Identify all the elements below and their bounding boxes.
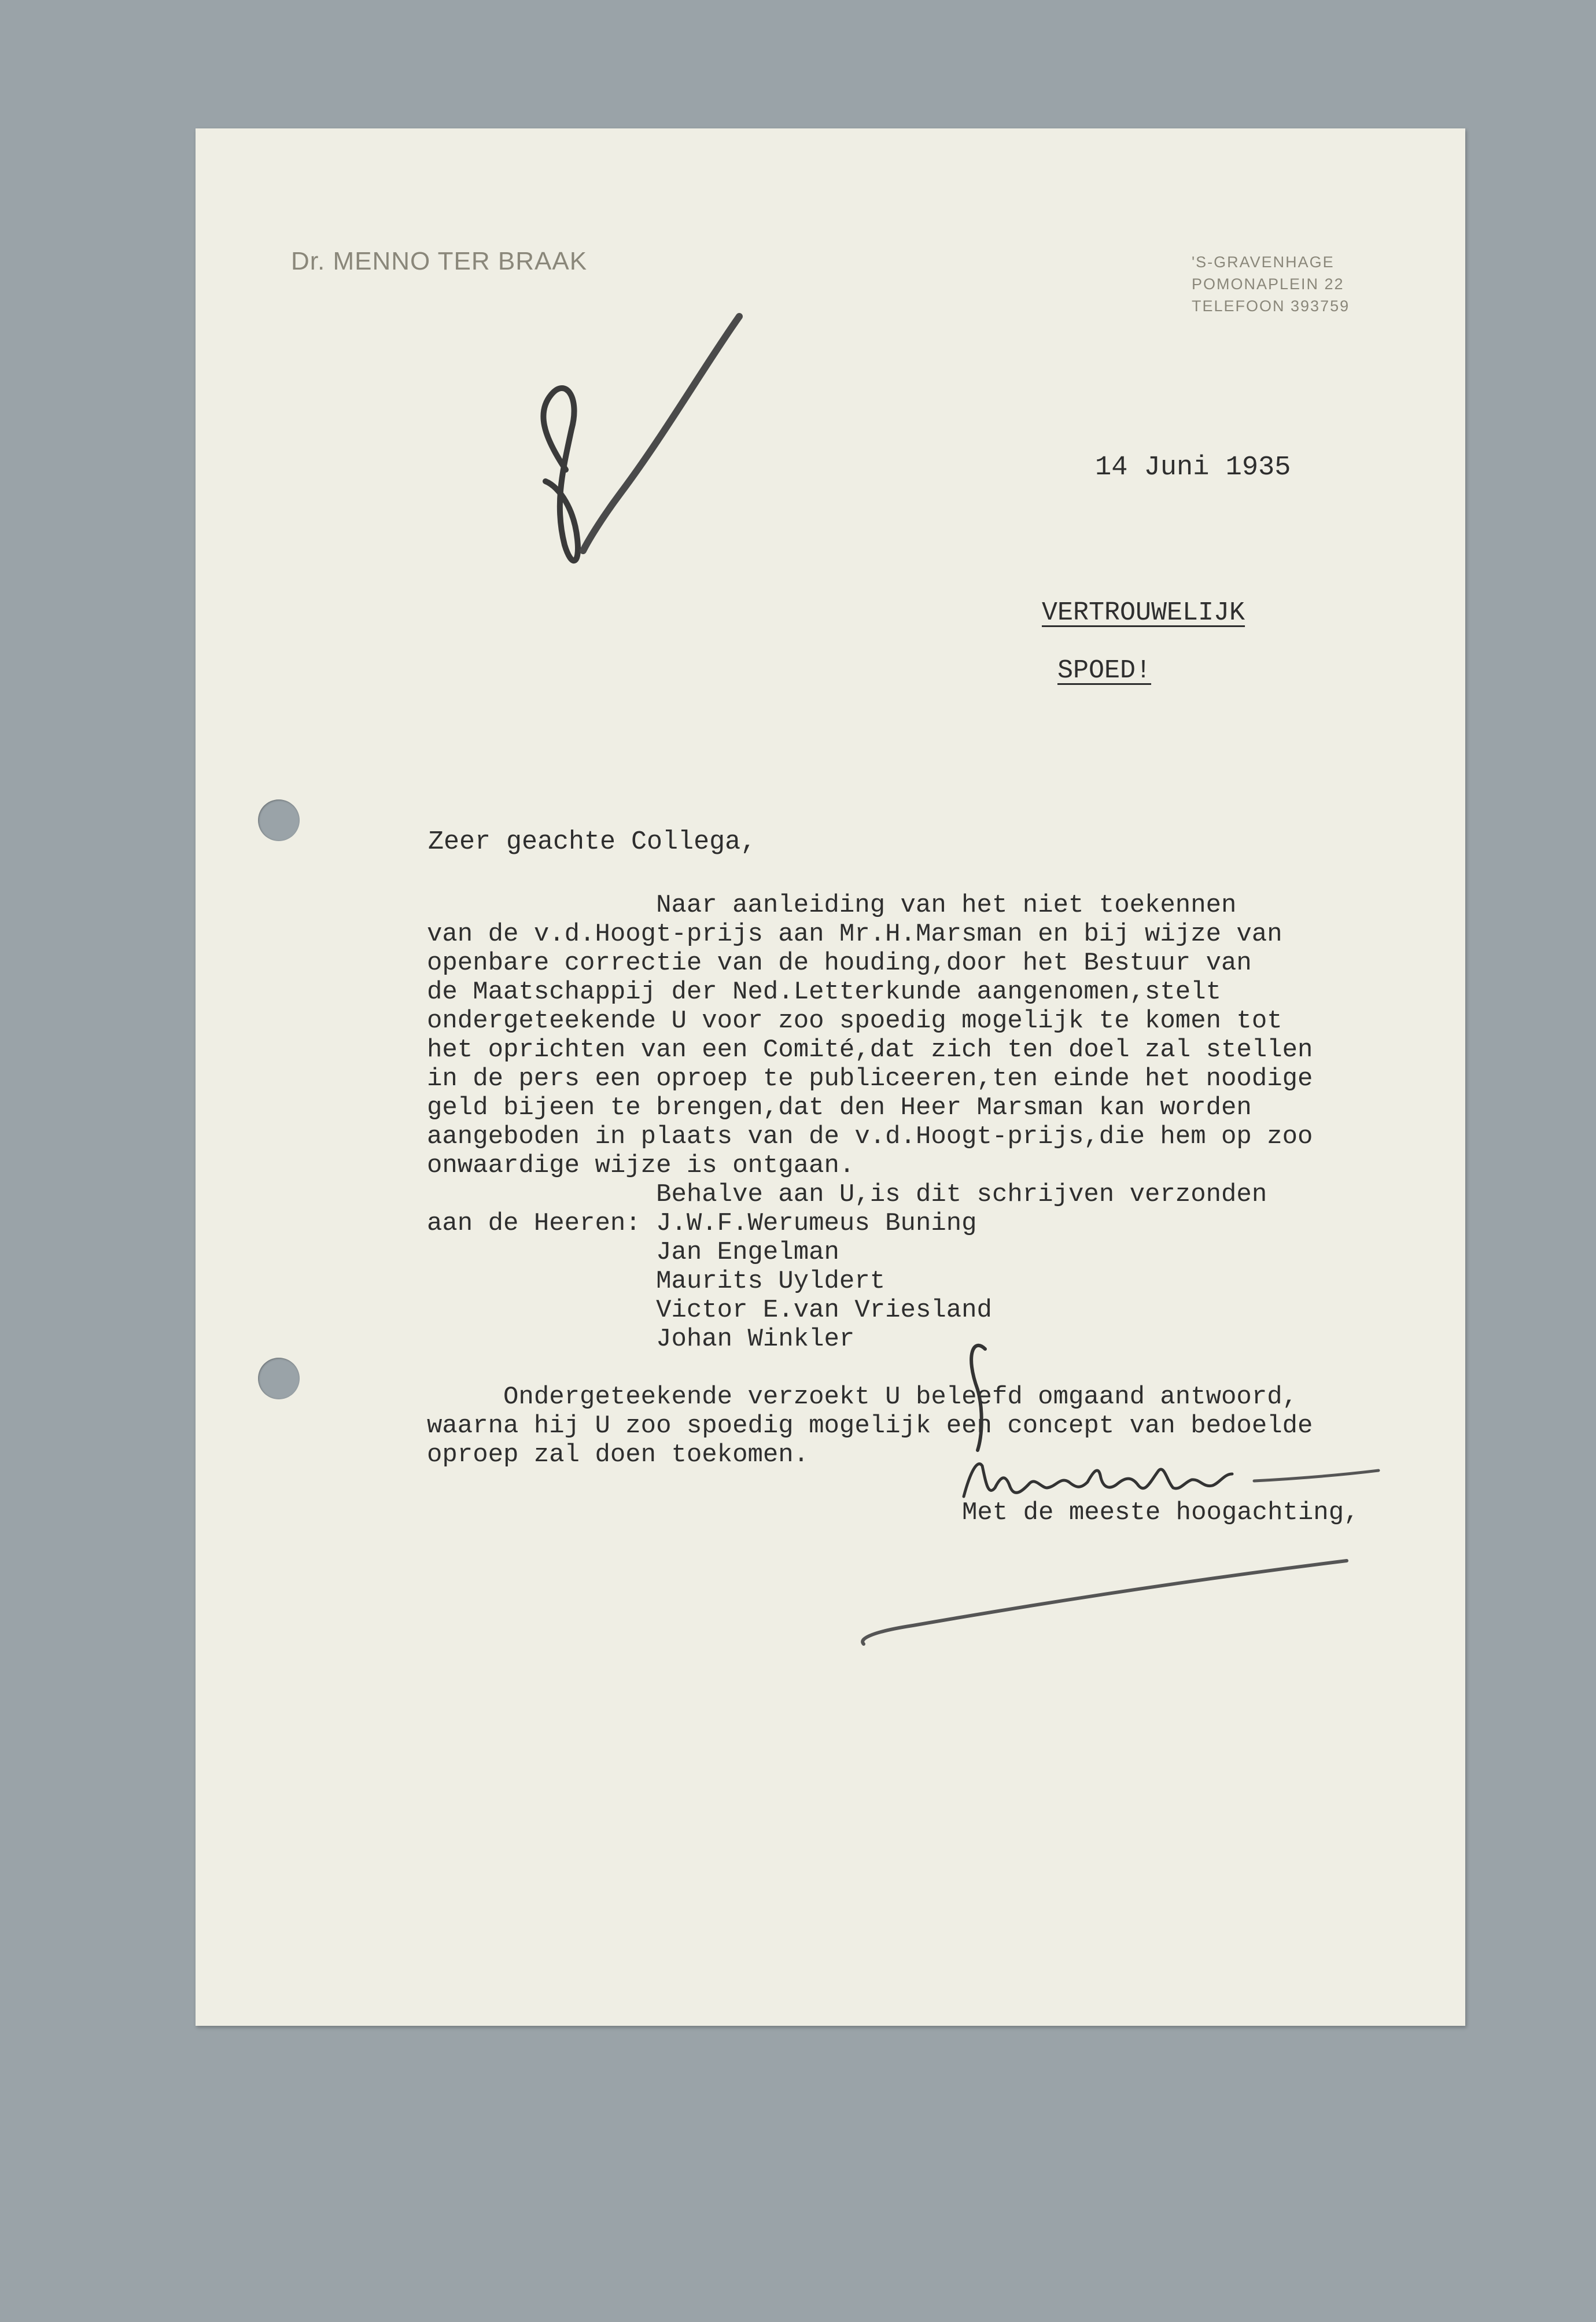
letter-sheet <box>196 128 1465 2026</box>
recipient-line: Johan Winkler <box>427 1325 855 1354</box>
body-line: in de pers een oproep te publiceeren,ten einde het noodige <box>427 1064 1313 1093</box>
punch-hole-bottom <box>258 1358 300 1399</box>
body-line: Behalve aan U,is dit schrijven verzonden <box>427 1180 1267 1209</box>
letterhead-city: 'S-GRAVENHAGE <box>1192 253 1335 271</box>
urgent-mark: SPOED! <box>1057 656 1152 685</box>
letterhead-address <box>1192 251 1350 317</box>
body-line: Ondergeteekende verzoekt U beleefd omgaand antwoord, <box>427 1383 1298 1411</box>
punch-hole-top <box>258 799 300 841</box>
handwritten-signature <box>826 1314 1433 1673</box>
recipient-line: Maurits Uyldert <box>427 1267 886 1296</box>
confidential-mark: VERTROUWELIJK <box>1042 598 1245 628</box>
body-line: geld bijeen te brengen,dat den Heer Marsman kan worden <box>427 1093 1252 1122</box>
body-line: het oprichten van een Comité,dat zich ten doel zal stellen <box>427 1035 1313 1064</box>
body-line: onwaardige wijze is ontgaan. <box>427 1151 855 1180</box>
letter-date: 14 Juni 1935 <box>1095 452 1291 483</box>
letterhead-street: POMONAPLEIN 22 <box>1192 275 1344 293</box>
body-line: aan de Heeren: J.W.F.Werumeus Buning <box>427 1209 977 1238</box>
salutation: Zeer geachte Collega, <box>428 827 757 857</box>
body-line: ondergeteekende U voor zoo spoedig mogelijk te komen tot <box>427 1007 1282 1035</box>
body-line: Naar aanleiding van het niet toekennen <box>427 891 1237 920</box>
body-line: aangeboden in plaats van de v.d.Hoogt-prijs,die hem op zoo <box>427 1122 1313 1151</box>
closing: Met de meeste hoogachting, <box>962 1498 1359 1527</box>
body-line: van de v.d.Hoogt-prijs aan Mr.H.Marsman en bij wijze van <box>427 920 1282 949</box>
recipient-line: Victor E.van Vriesland <box>427 1296 992 1325</box>
handwritten-initials <box>496 296 913 655</box>
recipient-line: Jan Engelman <box>427 1238 839 1267</box>
letterhead-phone: TELEFOON 393759 <box>1192 297 1350 315</box>
letterhead-name: Dr. MENNO TER BRAAK <box>291 247 588 275</box>
body-line: de Maatschappij der Ned.Letterkunde aangenomen,stelt <box>427 978 1222 1007</box>
body-line: waarna hij U zoo spoedig mogelijk een concept van bedoelde <box>427 1411 1313 1440</box>
body-line: oproep zal doen toekomen. <box>427 1440 809 1469</box>
body-line: openbare correctie van de houding,door het Bestuur van <box>427 949 1252 978</box>
